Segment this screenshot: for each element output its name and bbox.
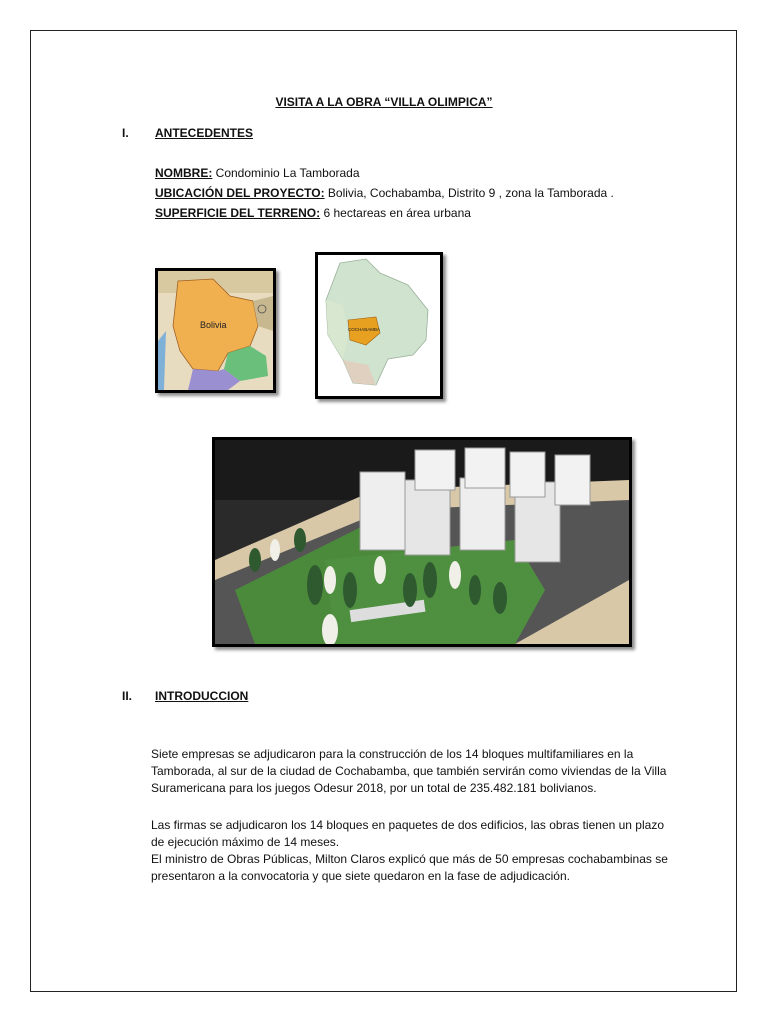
section-title: ANTECEDENTES [155, 126, 254, 140]
map-region-label: COCHABAMBA [348, 327, 381, 332]
section-number: I. [122, 126, 129, 140]
document-title: VISITA A LA OBRA “VILLA OLIMPICA” [275, 95, 493, 109]
bolivia-map-graphic [158, 271, 273, 390]
intro-paragraph-3: El ministro de Obras Públicas, Milton Claros explicó que más de 50 empresas cochabambinas se presentaron a la convocatoria y que siete quedaron en la fase de adjudicación. [151, 852, 668, 883]
field-label: NOMBRE: [155, 166, 213, 180]
field-value: Condominio La Tamborada [212, 166, 360, 180]
bolivia-map-image [155, 268, 276, 393]
section-number: II. [122, 689, 133, 703]
project-model-photo [212, 437, 632, 647]
cochabamba-map-image [315, 252, 443, 399]
field-value: Bolivia, Cochabamba, Distrito 9 , zona la Tamborada . [324, 186, 614, 200]
intro-paragraph-1: Siete empresas se adjudicaron para la construcción de los 14 bloques multifamiliares en la Tamborada, al sur de la ciudad de Cochabamba, que también servirán como viviendas de la Villa Suramericana para los juegos Odesur 2018, por un total de 235.482.181 bolivianos. [151, 747, 667, 795]
intro-paragraph-2: Las firmas se adjudicaron los 14 bloques en paquetes de dos edificios, las obras tienen un plazo de ejecución máximo de 14 meses. [151, 818, 664, 849]
field-ubicacion [155, 186, 614, 200]
field-label: UBICACIÓN DEL PROYECTO: [155, 186, 325, 200]
model-photo-graphic [215, 440, 629, 644]
map-country-label: Bolivia [200, 320, 227, 330]
field-value: 6 hectareas en área urbana [320, 206, 471, 220]
section-title: INTRODUCCION [155, 689, 249, 703]
field-label: SUPERFICIE DEL TERRENO: [155, 206, 321, 220]
field-nombre [155, 166, 360, 180]
field-superficie [155, 206, 471, 220]
cochabamba-map-graphic [318, 255, 440, 396]
